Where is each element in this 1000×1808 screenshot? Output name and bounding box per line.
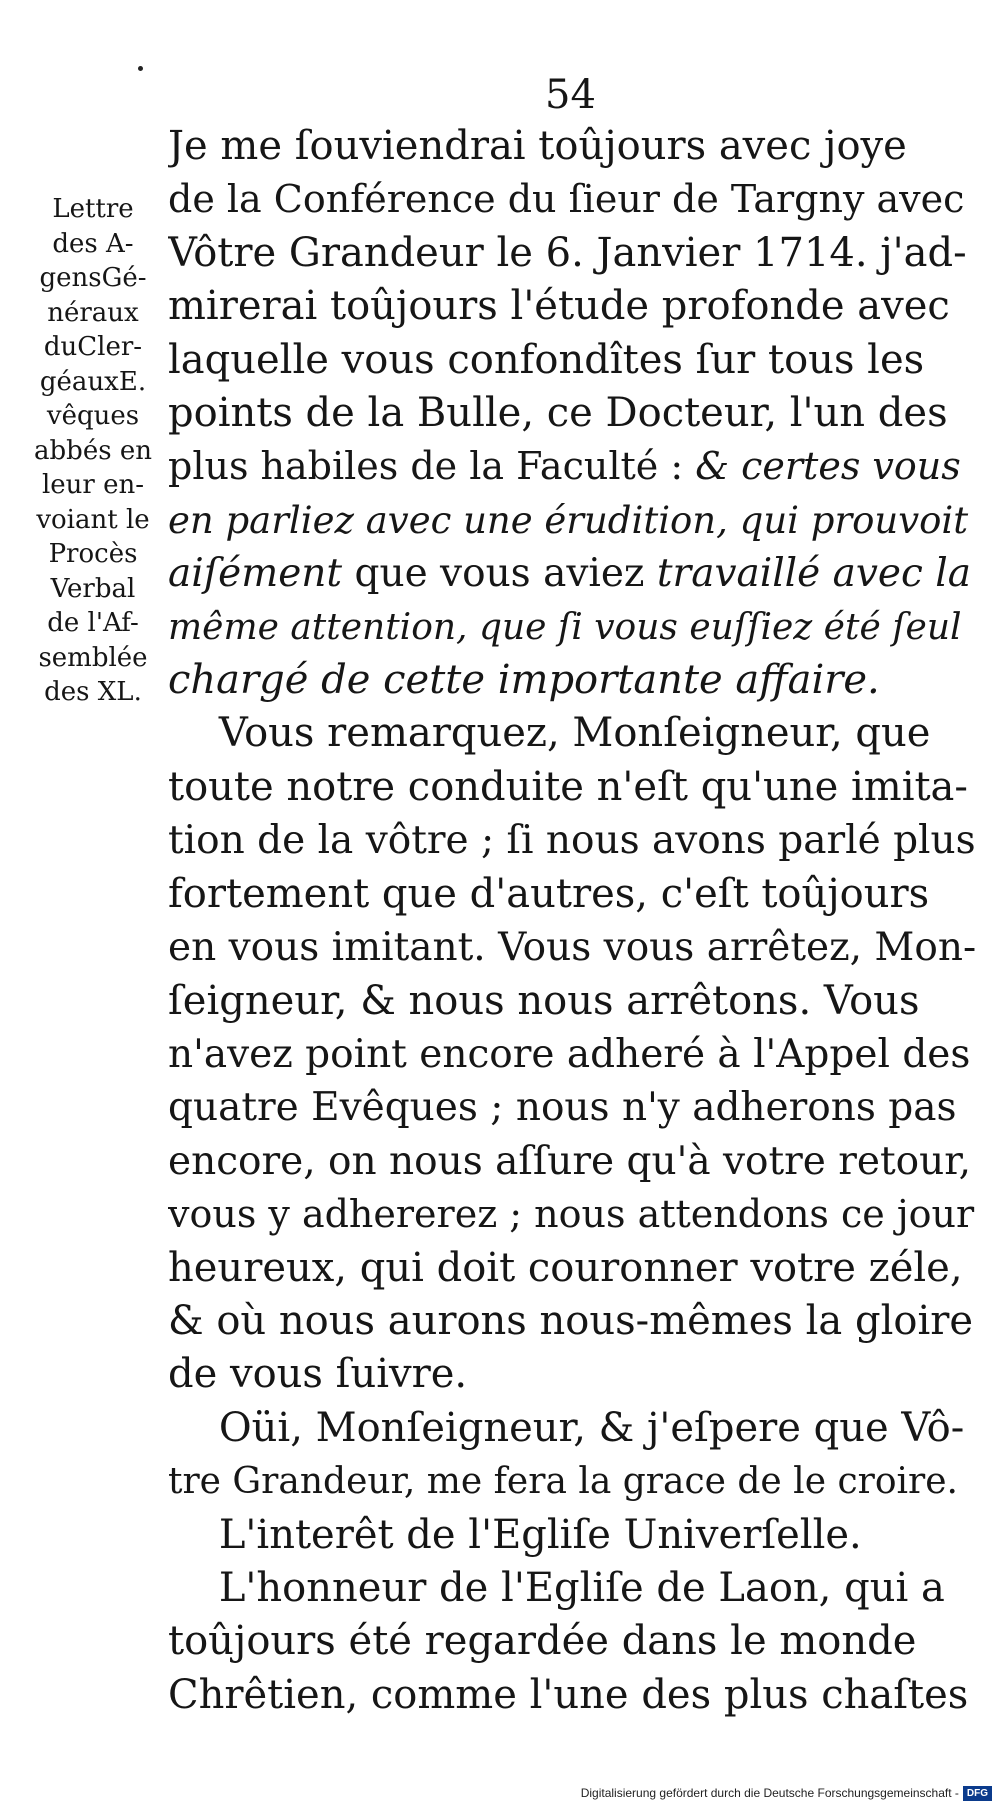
italic-text: en parliez avec une érudition, qui prouvoit [168,498,969,542]
italic-text: chargé de cette importante affaire. [168,657,880,704]
text-line [168,761,976,814]
margin-note-line: Lettre [52,194,134,224]
margin-note-line: néraux [47,297,139,328]
margin-note [18,192,168,710]
text-line [168,173,976,226]
text-segment: & où nous aurons nous-mêmes la gloire [168,1297,974,1344]
margin-note-line: leur en- [41,470,145,500]
text-line [168,1028,976,1081]
footer [581,1782,992,1804]
text-line [168,334,976,387]
footer-credit: Digitalisierung gefördert durch die Deutsche Forschungsgemeinschaft - [580,1786,959,1800]
text-line [168,654,976,707]
text-segment: ſeigneur, & nous nous arrêtons. Vous [168,977,920,1024]
dfg-logo: DFG [963,1786,992,1801]
italic-text: travaillé avec la [656,551,971,597]
text-segment: Oüi, Monſeigneur, & j'eſpere que Vô- [168,1404,965,1451]
text-segment: Chrêtien, comme l'une des plus chaſtes [168,1671,969,1718]
text-line [168,1188,976,1241]
margin-note-line: Verbal [50,573,136,604]
text-segment: mirerai toûjours l'étude profonde avec [168,283,950,330]
page-number: 54 [545,72,596,118]
text-segment: toûjours été regardée dans le monde [168,1618,917,1665]
text-segment: que vous aviez [342,551,657,597]
text-line [168,1669,976,1722]
text-segment: laquelle vous confondîtes ſur tous les [168,336,925,383]
margin-note-line: voiant le [36,504,150,535]
text-line [168,814,976,867]
italic-text: même attention, que ſi vous euſſiez été ſeul [168,606,962,648]
text-segment: de la Conférence du ſieur de Targny avec [168,177,965,222]
text-line [168,387,976,440]
text-line [168,707,976,760]
text-line [168,494,976,547]
text-segment: Je me ſouviendrai toûjours avec joye [168,123,907,169]
margin-note-line: géauxE. [39,366,147,397]
text-line [168,440,976,493]
text-segment: de vous ſuivre. [168,1351,468,1398]
text-line [168,1509,976,1562]
text-segment: tion de la vôtre ; ſi nous avons parlé plus [168,818,976,864]
text-segment: heureux, qui doit couronner votre zéle, [168,1244,963,1291]
text-line [168,547,976,600]
italic-text: aiſément [168,551,343,597]
text-segment: tre Grandeur, me fera la grace de le croire. [168,1461,958,1503]
text-line [168,601,976,654]
text-segment: plus habiles de la Faculté : [168,444,696,489]
text-line [168,1135,976,1188]
text-line [168,280,976,333]
margin-note-line: gensGé- [39,263,147,293]
ink-speck [138,66,143,71]
text-line [168,1615,976,1668]
margin-note-line: de l'Af- [47,608,139,638]
margin-note-line: des XL. [44,677,142,707]
text-segment: quatre Evêques ; nous n'y adherons pas [168,1085,957,1131]
text-line [168,1242,976,1295]
body-text [168,120,976,1722]
text-line [168,1562,976,1615]
text-segment: en vous imitant. Vous vous arrêtez, Mon- [168,925,976,971]
margin-note-line: duCler- [43,332,143,362]
text-line [168,1455,976,1508]
margin-note-line: des A- [52,228,134,259]
text-line [168,120,976,173]
text-line [168,868,976,921]
text-segment: L'interêt de l'Egliſe Univerſelle. [168,1511,862,1558]
margin-note-line: Procès [48,539,138,569]
text-segment: Vous remarquez, Monſeigneur, que [168,710,931,757]
text-segment: L'honneur de l'Egliſe de Laon, qui a [168,1564,945,1611]
italic-text: & certes vous [695,444,961,489]
text-line [168,1402,976,1455]
margin-note-line: semblée [38,642,148,673]
text-segment: n'avez point encore adheré à l'Appel des [168,1031,971,1077]
text-segment: points de la Bulle, ce Docteur, l'un des [168,390,948,437]
text-line [168,975,976,1028]
text-segment: encore, on nous aſſure qu'à votre retour, [168,1138,972,1184]
text-line [168,1081,976,1134]
margin-note-line: abbés en [34,435,152,466]
text-line [168,1295,976,1348]
margin-note-line: vêques [46,401,140,431]
text-line [168,227,976,280]
text-segment: vous y adhererez ; nous attendons ce jour [168,1192,975,1237]
text-segment: Vôtre Grandeur le 6. Janvier 1714. j'ad- [168,229,967,276]
text-segment: fortement que d'autres, c'eſt toûjours [168,870,930,917]
text-segment: toute notre conduite n'eſt qu'une imita- [168,763,968,810]
text-line [168,921,976,974]
text-line [168,1348,976,1401]
